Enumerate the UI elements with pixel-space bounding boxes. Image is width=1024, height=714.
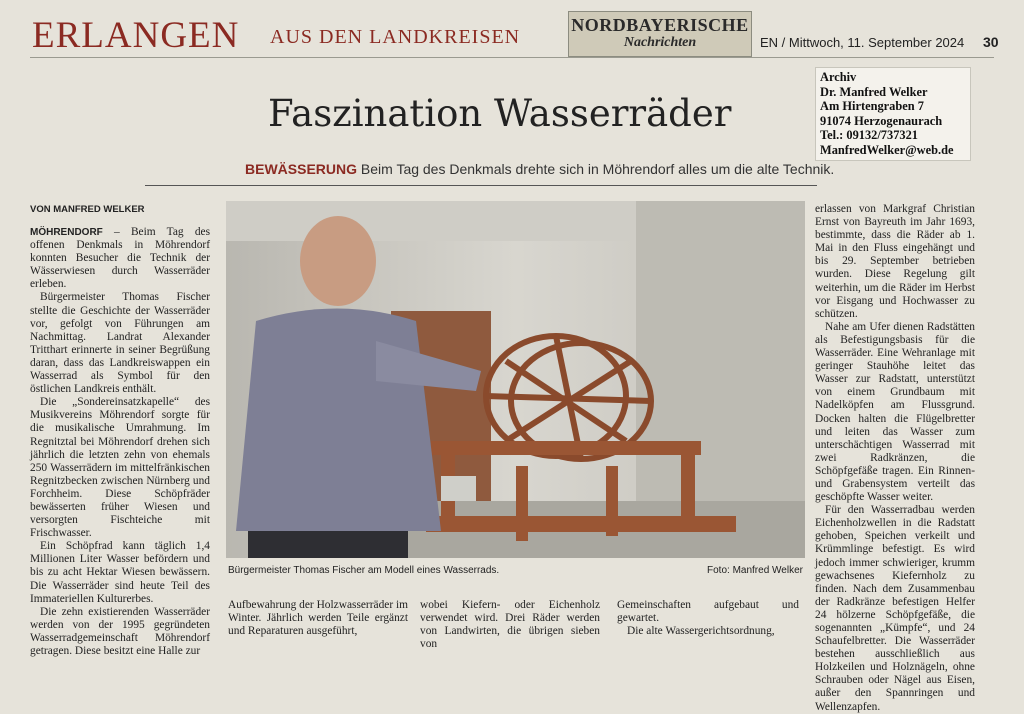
section-subtitle: AUS DEN LANDKREISEN: [270, 26, 521, 48]
article-column-1: [30, 226, 210, 658]
paragraph: Ein Schöpfrad kann täglich 1,4 Millionen Liter Wasser befördern und bis zu acht Hektar Wiesen bewässern. Die Wasserräder sind heute Teil des Immateriellen Kulturerbes.: [30, 540, 210, 605]
paragraph-text: – Beim Tag des offenen Denkmals in Möhrendorf konnten Besucher die Technik der Wässerwiesen durch Wasserräder erleben.: [30, 226, 210, 291]
paragraph: Aufbewahrung der Holzwasserräder im Winter. Jährlich werden Teile ergänzt und Reparaturen ausgeführt,: [228, 599, 408, 638]
article-column-5: [815, 203, 975, 714]
paragraph: [30, 226, 210, 291]
paragraph: Für den Wasserradbau werden Eichenholzwellen in die Radstatt gehoben, Speichen verkeilt und Krümmlinge befestigt. Es wird jedoch immer schwieriger, krumm gewachsenes Kiefernholz zu finden. Nach dem Zusammenbau der Radkränze befestigen Helfer 24 hölzerne Schöpfgefäße, die sogenannten „Kümpfe“, und 24 Schaufelbretter. Die Wasserräder bestehen ausschließlich aus Holzkeilen und Holznägeln, ohne Schrauben oder Nägel aus Eisen, außer den Spannringen und Wellenzapfen.: [815, 504, 975, 713]
photo-credit: Foto: Manfred Welker: [707, 565, 803, 576]
paragraph: erlassen von Markgraf Christian Ernst von Bayreuth im Jahr 1693, bestimmte, dass die Räder ab 1. Mai in den Fluss eingehängt und bis 29. September betrieben wurden. Diese Regelung gilt weiterhin, um die Räder im Herbst vor Eisgang und Hochwasser zu schützen.: [815, 203, 975, 320]
stamp-line: ManfredWelker@web.de: [820, 142, 954, 157]
paragraph: Nahe am Ufer dienen Radstätten als Befestigungsbasis für die Wasserräder. Eine Wehranlage mit geringer Stauhöhe leitet das Wasser zur Radstatt, unterstützt von einem Grundbaum mit Nadelköpfen am Flussgrund. Docken halten die Flügelbretter und leiten das Wasser zum unterschächtigen Wasserrad mit zwei Radkränzen, die Schöpfgefäße tragen. Ein Rinnen- und Grabensystem verteilt das geschöpfte Wasser weiter.: [815, 320, 975, 504]
header-divider: [30, 57, 994, 58]
stamp-line: 91074 Herzogenaurach: [820, 113, 943, 128]
article-photo: [226, 201, 805, 558]
photo-illustration: [226, 201, 805, 558]
paragraph: wobei Kiefern- oder Eichenholz verwendet wird. Drei Räder werden von Landwirten, die übrigen sieben von: [420, 599, 600, 651]
article-column-4: [617, 599, 799, 638]
section-city-title: ERLANGEN: [32, 15, 240, 56]
headline-rule: [145, 185, 817, 186]
deck-keyword: BEWÄSSERUNG: [245, 161, 358, 177]
article-title: Faszination Wasserräder: [268, 92, 732, 135]
stamp-line: Am Hirtengraben 7: [820, 99, 924, 114]
edition-date: EN / Mittwoch, 11. September 2024: [760, 35, 965, 50]
deck-text: Beim Tag des Denkmals drehte sich in Möhrendorf alles um die alte Technik.: [357, 161, 835, 177]
paragraph: Die alte Wassergerichtsordnung,: [627, 625, 775, 638]
archive-stamp: [815, 67, 971, 161]
article-column-3: [420, 599, 600, 651]
byline: VON MANFRED WELKER: [30, 204, 145, 215]
newspaper-logo: [568, 11, 752, 57]
stamp-line: Dr. Manfred Welker: [820, 84, 928, 99]
logo-line-2: Nachrichten: [623, 35, 697, 50]
logo-line-1: NORDBAYERISCHE: [571, 15, 749, 35]
article-deck: [245, 161, 834, 177]
photo-caption: Bürgermeister Thomas Fischer am Modell eines Wasserrads.: [228, 565, 500, 576]
page-number: 30: [983, 34, 999, 50]
paragraph: Bürgermeister Thomas Fischer stellte die Geschichte der Wasserräder vor, gefolgt von Führungen am Nachmittag. Landrat Alexander Tritthart erinnerte in seiner Begrüßung daran, dass das Landkreiswappen ein Wasserrad als Symbol für den östlichen Landkreis enthält.: [30, 291, 210, 396]
paragraph: Die zehn existierenden Wasserräder werden von der 1995 gegründeten Wasserradgemeinschaft Möhrendorf getragen. Diese besitzt eine Halle zur: [30, 605, 210, 657]
article-column-2: [228, 599, 408, 638]
paragraph: Die „Sondereinsatzkapelle“ des Musikvereins Möhrendorf sorgte für die musikalische Umrahmung. Im Regnitztal bei Möhrendorf drehen sich jährlich die letzten zehn von ehemals 250 Wasserrädern im mittelfränkischen Regnitzbecken zwischen Nürnberg und Forchheim. Diese Schöpfräder bewässerten früher Wiesen und versorgten Fischteiche mit Frischwasser.: [30, 396, 210, 540]
stamp-line: Archiv: [820, 70, 857, 84]
paragraph: Gemeinschaften aufgebaut und gewartet.: [617, 599, 799, 625]
stamp-line: Tel.: 09132/737321: [820, 128, 918, 143]
dateline: MÖHRENDORF: [30, 227, 103, 238]
